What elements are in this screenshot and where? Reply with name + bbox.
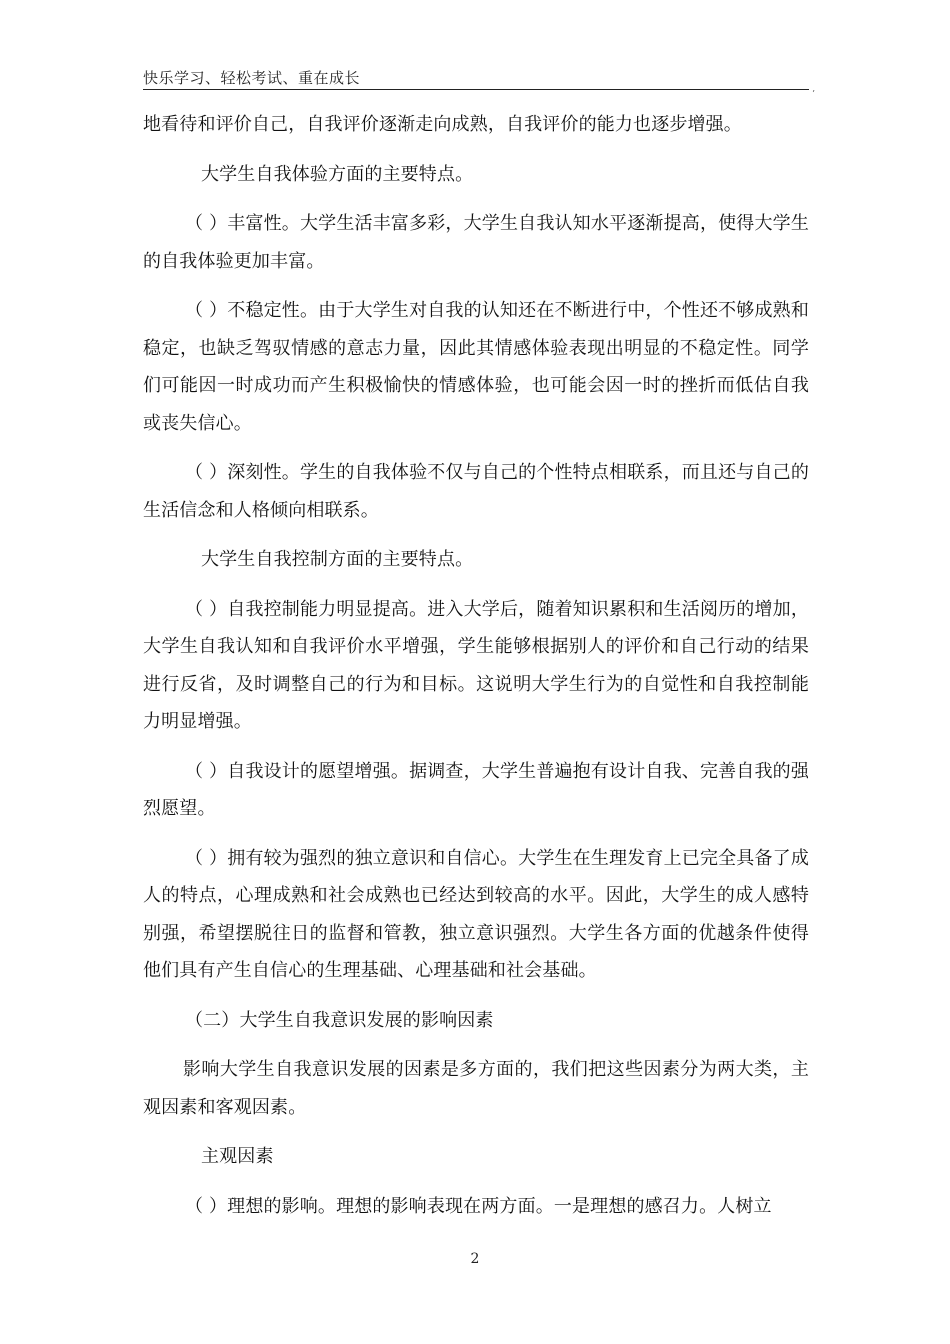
header-mark: , (812, 84, 815, 93)
section-heading-influences: （二）大学生自我意识发展的影响因素 (185, 1009, 494, 1031)
paragraph-independence: （ ）拥有较为强烈的独立意识和自信心。大学生在生理发育上已完全具备了成人的特点，心理成熟和社会成熟也已经达到较高的水平。因此，大学生的成人感特别强，希望摆脱往日的监督和管教，独立意识强烈。大学生各方面的优越条件使得他们具有产生自信心的生理基础、心理基础和社会基础。 (143, 847, 809, 981)
paragraph-influences-intro: 影响大学生自我意识发展的因素是多方面的，我们把这些因素分为两大类，主观因素和客观因素。 (143, 1059, 809, 1118)
paragraph-ideal-influence: （ ）理想的影响。理想的影响表现在两方面。一是理想的感召力。人树立 (185, 1195, 772, 1217)
paragraph-continuation: 地看待和评价自己，自我评价逐渐走向成熟，自我评价的能力也逐步增强。 (143, 114, 742, 135)
page-header (143, 67, 815, 93)
paragraph-self-control-ability: （ ）自我控制能力明显提高。进入大学后，随着知识累积和生活阅历的增加，大学生自我认知和自我评价水平增强，学生能够根据别人的评价和自己行动的结果进行反省，及时调整自己的行为和目标。这说明大学生行为的自觉性和自我控制能力明显增强。 (143, 598, 809, 732)
paragraph-self-design: （ ）自我设计的愿望增强。据调查，大学生普遍抱有设计自我、完善自我的强烈愿望。 (143, 760, 809, 819)
document-body (143, 106, 809, 1237)
paragraph-richness: （ ）丰富性。大学生活丰富多彩，大学生自我认知水平逐渐提高，使得大学生的自我体验更加丰富。 (143, 213, 809, 272)
subheading-self-control: 大学生自我控制方面的主要特点。 (201, 549, 474, 570)
subheading-self-experience: 大学生自我体验方面的主要特点。 (201, 163, 474, 185)
paragraph-instability: （ ）不稳定性。由于大学生对自我的认知还在不断进行中，个性还不够成熟和稳定，也缺乏驾驭情感的意志力量，因此其情感体验表现出明显的不稳定性。同学们可能因一时成功而产生积极愉快的情感体验，也可能会因一时的挫折而低估自我或丧失信心。 (143, 300, 809, 434)
header-title: 快乐学习、轻松考试、重在成长 (143, 69, 361, 87)
subheading-subjective-factors: 主观因素 (201, 1146, 274, 1167)
page-number: 2 (470, 1251, 480, 1267)
paragraph-depth: （ ）深刻性。学生的自我体验不仅与自己的个性特点相联系，而且还与自己的生活信念和人格倾向相联系。 (143, 462, 809, 521)
